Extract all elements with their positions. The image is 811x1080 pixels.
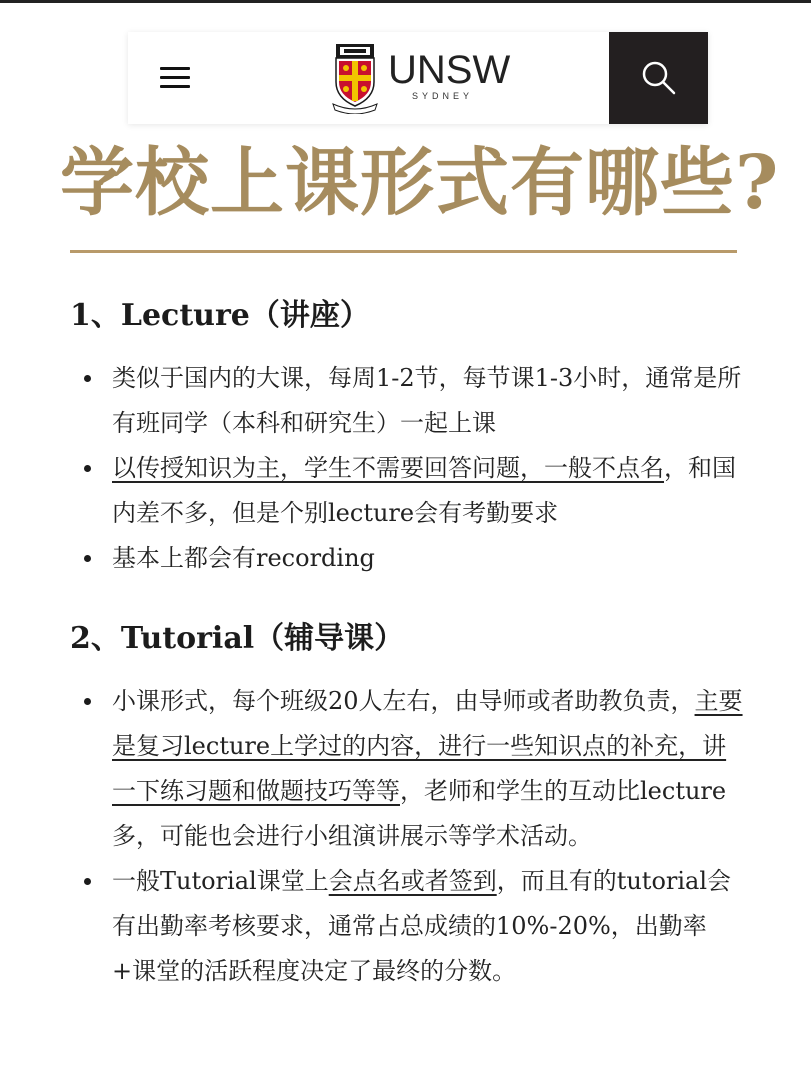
brand-name: UNSW [388,48,511,92]
top-border [0,0,811,3]
hamburger-menu-icon[interactable] [158,64,192,92]
unsw-logo[interactable] [330,42,510,114]
item-text: ，而且有的tutorial会有出勤率考核要求，通常占总成绩的10%-20%，出勤率+课堂的活跃程度决定了最终的分数。 [112,867,732,985]
search-icon [639,58,679,98]
list-item [70,356,750,446]
item-text: 类似于国内的大课，每周1-2节，每节课1-3小时，通常是所有班同学（本科和研究生）一起上课 [112,364,742,437]
title-divider [70,250,737,253]
list-item [70,536,750,581]
list-item [70,679,750,859]
page-title: 学校上课形式有哪些? [60,140,780,226]
item-text: ，老师和学生的互动比lecture多，可能也会进行小组演讲展示等学术活动。 [112,777,727,850]
section-lecture [70,298,750,581]
list-item [70,446,750,536]
unsw-crest-icon [330,42,380,114]
section-heading: 1、Lecture（讲座） [70,298,370,333]
section-heading: 2、Tutorial（辅导课） [70,621,405,656]
item-text: 小课形式，每个班级20人左右，由导师或者助教负责， [112,687,695,715]
item-text-underlined: 以传授知识为主，学生不需要回答问题，一般不点名 [112,454,664,482]
bullet-list [70,356,750,581]
search-button[interactable] [609,32,708,124]
item-text: ，和国内差不多，但是个别lecture会有考勤要求 [112,454,736,527]
item-text-underlined: 会点名或者签到 [328,867,497,895]
brand-subtitle: SYDNEY [412,91,474,101]
item-text: 一般Tutorial课堂上 [112,867,329,895]
item-text-underlined: 主要是复习lecture上学过的内容，进行一些知识点的补充，讲一下练习题和做题技巧等等 [112,687,743,805]
section-tutorial [70,621,750,994]
list-item [70,859,750,994]
bullet-list [70,679,750,994]
item-text: 基本上都会有recording [112,544,375,572]
site-header [128,32,708,124]
